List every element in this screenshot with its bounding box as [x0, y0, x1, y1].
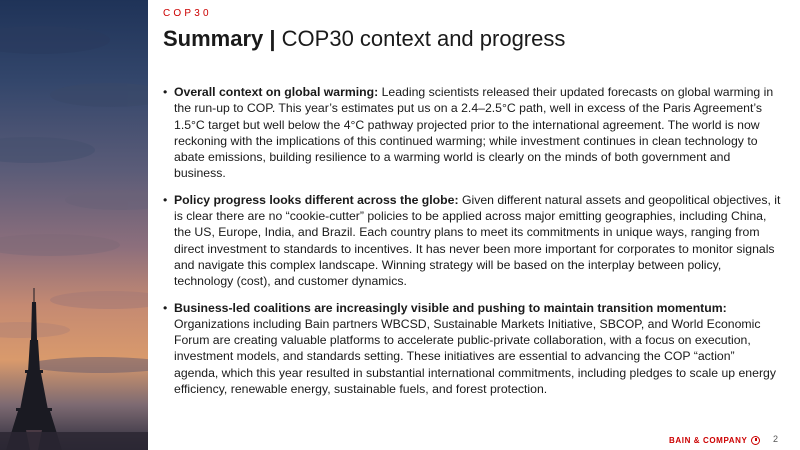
- title-strong: Summary |: [163, 26, 276, 51]
- bain-logo-icon: [751, 436, 760, 445]
- bullet-lead: Policy progress looks different across the globe:: [174, 192, 459, 207]
- bullet-lead: Business-led coalitions are increasingly visible and pushing to maintain transition momentum:: [174, 300, 727, 315]
- page-title: [163, 26, 565, 52]
- summary-bullets: [163, 84, 781, 407]
- bullet-business-coalitions: [163, 300, 781, 398]
- bullet-global-warming: [163, 84, 781, 182]
- bullet-text: Leading scientists released their updated forecasts on global warming in the run-up to COP. This year’s estimates put us on a 2.4–2.5°C path, well in excess of the Paris Agreement’s 1.5°C target but well below the 4°C pathway projected prior to the international agreement. The world is now reckoning with the implications of this continued warming; while investment continues in clean technology to abate emissions, building resilience to a warming world is clearly on the minds of both government and business.: [174, 85, 774, 181]
- bullet-text: Organizations including Bain partners WBCSD, Sustainable Markets Initiative, SBCOP, and World Economic Forum are creating valuable platforms to accelerate public-private collaboration, with a focus on execution, investment models, and standards setting. These initiatives are essential to advancing the COP “action” agenda, which this year resulted in substantial international commitments, including pledges to scale up energy efficiency, renewable energy, sustainable fuels, and forest protection.: [174, 316, 776, 397]
- bain-logo-text: BAIN & COMPANY: [669, 436, 748, 445]
- bullet-lead: Overall context on global warming:: [174, 85, 379, 99]
- eiffel-tower-sunset-photo: [0, 0, 148, 450]
- bain-logo: [669, 436, 760, 445]
- slide-content: [163, 0, 785, 450]
- bullet-policy-progress: [163, 192, 781, 290]
- bullet-text: Given different natural assets and geopolitical objectives, it is clear there are no “cookie-cutter” policies to be applied across major emitting geographies, including China, the US, Europe, India, and Brazil. Each country plans to meet its commitments in unique ways, ranging from direct investment to standards to incentives. It has never been more important for corporates to monitor signals and navigate this complex landscape. Winning strategy will be based on the interplay between policy, technology (cost), and customer dynamics.: [174, 192, 781, 289]
- page-number: 2: [773, 434, 779, 444]
- bullet-dot-icon: •: [163, 300, 168, 315]
- bullet-dot-icon: •: [163, 192, 168, 207]
- bullet-dot-icon: •: [163, 85, 168, 99]
- section-kicker: COP30: [163, 8, 212, 19]
- title-rest: COP30 context and progress: [275, 26, 566, 51]
